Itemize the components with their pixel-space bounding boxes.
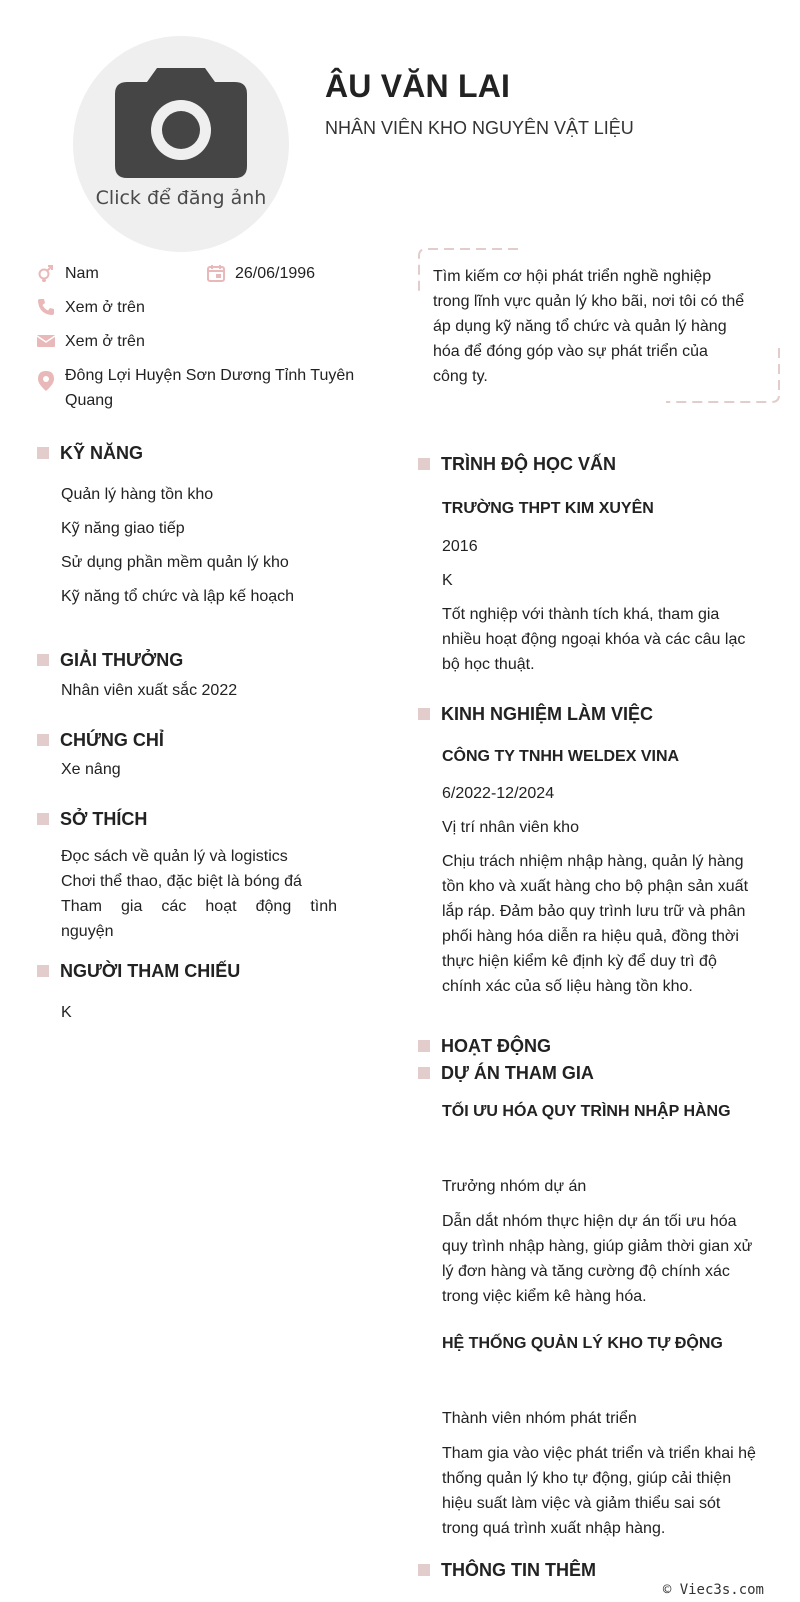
school-name: TRƯỜNG THPT KIM XUYÊN bbox=[442, 500, 654, 517]
birthday-row bbox=[207, 261, 397, 287]
objective-line: hóa để đóng góp vào sự phát triển của bbox=[433, 343, 708, 360]
section-marker bbox=[37, 654, 49, 666]
section-marker bbox=[37, 447, 49, 459]
copyright-footer: © Viec3s.com bbox=[662, 1582, 764, 1598]
education-line: nhiều hoạt động ngoại khóa và các câu lạc bbox=[442, 631, 746, 648]
section-marker bbox=[418, 1067, 430, 1079]
project-line: trong quá trình xuất nhập hàng. bbox=[442, 1520, 666, 1537]
hobby-line: Tham gia các hoạt động tình bbox=[61, 898, 337, 915]
skills-title: KỸ NĂNG bbox=[60, 443, 144, 463]
experience-line: chính xác của số liệu hàng tồn kho. bbox=[442, 978, 693, 995]
gender-icon bbox=[37, 264, 55, 282]
awards-title: GIẢI THƯỞNG bbox=[60, 650, 184, 670]
objective-line: trong lĩnh vực quản lý kho bãi, nơi tôi có thể bbox=[433, 293, 745, 310]
phone-value: Xem ở trên bbox=[65, 299, 145, 316]
address-row bbox=[37, 363, 387, 415]
gender-row bbox=[37, 261, 207, 287]
experience-line: phối hàng hóa diễn ra hiệu quả, đồng thời bbox=[442, 928, 739, 945]
extra-info-title: THÔNG TIN THÊM bbox=[441, 1560, 596, 1580]
calendar-icon bbox=[207, 264, 225, 282]
envelope-icon bbox=[37, 332, 55, 350]
experience-position: Vị trí nhân viên kho bbox=[442, 819, 579, 836]
birthday-value: 26/06/1996 bbox=[235, 265, 316, 282]
experience-line: thực hiện kiểm kê định kỳ để duy trì độ bbox=[442, 953, 717, 970]
section-marker bbox=[418, 1040, 430, 1052]
certificates-title: CHỨNG CHỈ bbox=[60, 730, 164, 750]
location-pin-icon bbox=[37, 371, 55, 391]
phone-icon bbox=[37, 298, 55, 316]
education-title: TRÌNH ĐỘ HỌC VẤN bbox=[441, 454, 616, 474]
award-item: Nhân viên xuất sắc 2022 bbox=[61, 682, 238, 699]
gender-value: Nam bbox=[65, 265, 99, 282]
project-description bbox=[442, 1209, 787, 1309]
project-line: lý đơn hàng và tăng cường độ chính xác bbox=[442, 1263, 730, 1280]
project-line: Tham gia vào việc phát triển và triển khai hệ bbox=[442, 1445, 756, 1462]
project-line: thống quản lý kho tự động, giúp cải thiện bbox=[442, 1470, 732, 1487]
experience-description bbox=[442, 849, 782, 999]
candidate-name: ÂU VĂN LAI bbox=[325, 68, 511, 104]
education-grade: K bbox=[442, 572, 453, 589]
section-marker bbox=[418, 708, 430, 720]
skill-item: Sử dụng phần mềm quản lý kho bbox=[61, 554, 289, 571]
skill-item: Kỹ năng tổ chức và lập kế hoạch bbox=[61, 588, 295, 605]
address-line-1: Đông Lợi Huyện Sơn Dương Tỉnh Tuyên bbox=[65, 367, 355, 384]
certificate-item: Xe nâng bbox=[61, 761, 121, 778]
phone-row bbox=[37, 295, 387, 321]
experience-title: KINH NGHIỆM LÀM VIỆC bbox=[441, 704, 654, 724]
education-description bbox=[442, 602, 782, 677]
project-line: quy trình nhập hàng, giúp giảm thời gian xử bbox=[442, 1238, 753, 1255]
project-line: Dẫn dắt nhóm thực hiện dự án tối ưu hóa bbox=[442, 1213, 737, 1230]
section-marker bbox=[418, 458, 430, 470]
objective-line: công ty. bbox=[433, 368, 488, 385]
experience-line: lắp ráp. Đảm bảo quy trình lưu trữ và phân bbox=[442, 903, 746, 920]
hobby-line: Chơi thể thao, đặc biệt là bóng đá bbox=[61, 873, 302, 890]
objective-line: áp dụng kỹ năng tổ chức và quản lý hàng bbox=[433, 318, 727, 335]
objective-line: Tìm kiếm cơ hội phát triển nghề nghiệp bbox=[433, 268, 712, 285]
address-line-2: Quang bbox=[65, 392, 114, 409]
references-title: NGƯỜI THAM CHIẾU bbox=[60, 961, 241, 981]
avatar-label: Click để đăng ảnh bbox=[95, 187, 267, 209]
skill-item: Quản lý hàng tồn kho bbox=[61, 486, 214, 503]
project-name: HỆ THỐNG QUẢN LÝ KHO TỰ ĐỘNG bbox=[442, 1335, 723, 1352]
activities-title: HOẠT ĐỘNG bbox=[441, 1036, 551, 1056]
section-marker bbox=[37, 813, 49, 825]
section-marker bbox=[37, 965, 49, 977]
education-line: Tốt nghiệp với thành tích khá, tham gia bbox=[442, 606, 720, 623]
project-role: Trưởng nhóm dự án bbox=[442, 1178, 587, 1195]
skill-item: Kỹ năng giao tiếp bbox=[61, 520, 185, 537]
career-objective bbox=[433, 264, 778, 389]
project-role: Thành viên nhóm phát triển bbox=[442, 1410, 637, 1427]
email-row bbox=[37, 329, 387, 355]
project-name: TỐI ƯU HÓA QUY TRÌNH NHẬP HÀNG bbox=[442, 1103, 731, 1120]
experience-period: 6/2022-12/2024 bbox=[442, 785, 555, 802]
hobby-line: Đọc sách về quản lý và logistics bbox=[61, 848, 288, 865]
camera-icon bbox=[115, 68, 247, 180]
hobbies-list bbox=[61, 844, 337, 944]
company-name: CÔNG TY TNHH WELDEX VINA bbox=[442, 748, 680, 765]
job-title: NHÂN VIÊN KHO NGUYÊN VẬT LIỆU bbox=[325, 118, 634, 138]
section-marker bbox=[37, 734, 49, 746]
project-line: trong việc kiểm kê hàng hóa. bbox=[442, 1288, 647, 1305]
project-line: hiệu suất làm việc và giảm thiểu sai sót bbox=[442, 1495, 721, 1512]
email-value: Xem ở trên bbox=[65, 333, 145, 350]
projects-title: DỰ ÁN THAM GIA bbox=[441, 1063, 594, 1083]
hobby-line: nguyện bbox=[61, 923, 114, 940]
project-description bbox=[442, 1441, 792, 1541]
references-value: K bbox=[61, 1004, 72, 1021]
experience-line: tồn kho và xuất hàng cho bộ phận sản xuất bbox=[442, 878, 749, 895]
experience-line: Chịu trách nhiệm nhập hàng, quản lý hàng bbox=[442, 853, 744, 870]
section-marker bbox=[418, 1564, 430, 1576]
avatar-upload[interactable] bbox=[73, 36, 289, 252]
education-year: 2016 bbox=[442, 538, 478, 555]
education-line: bộ học thuật. bbox=[442, 656, 535, 673]
hobbies-title: SỞ THÍCH bbox=[60, 809, 148, 829]
